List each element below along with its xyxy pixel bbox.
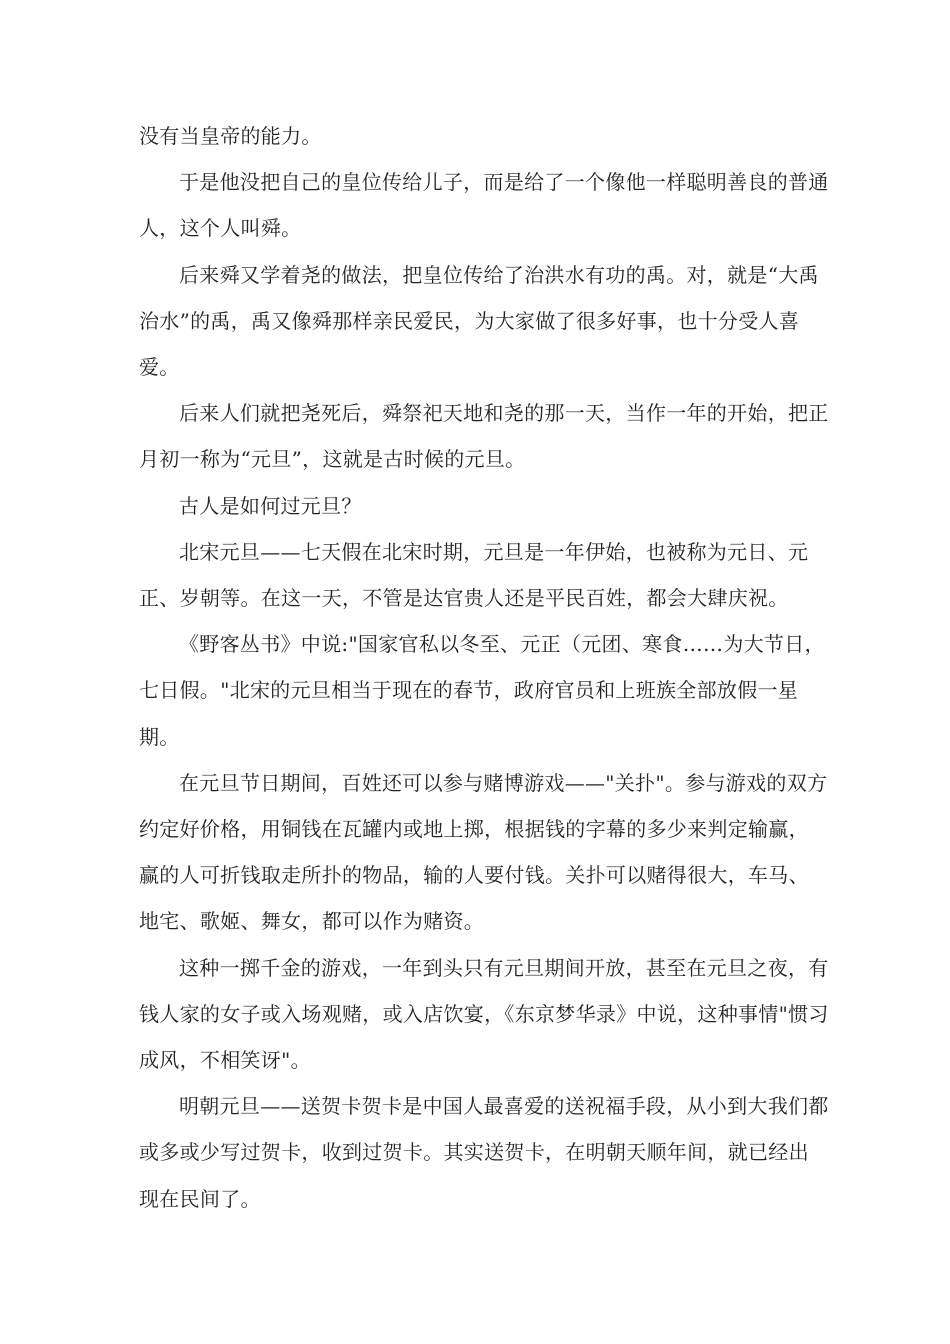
- paragraph-4: 后来人们就把尧死后，舜祭祀天地和尧的那一天，当作一年的开始，把正月初一称为“元旦”，这就是古时候的元旦。: [139, 401, 829, 472]
- paragraph-3: 后来舜又学着尧的做法，把皇位传给了治洪水有功的禹。对，就是“大禹治水”的禹，禹又像舜那样亲民爱民，为大家做了很多好事，也十分受人喜爱。: [139, 262, 819, 380]
- paragraph-5-heading: 古人是如何过元旦？: [179, 493, 362, 518]
- paragraph-1: 没有当皇帝的能力。: [139, 124, 322, 148]
- document-body: [139, 113, 829, 1222]
- paragraph-9: 这种一掷千金的游戏，一年到头只有元旦期间开放，甚至在元旦之夜，有钱人家的女子或入场观赌，或入店饮宴，《东京梦华录》中说，这种事情"惯习成风，不相笑讶"。: [139, 955, 829, 1073]
- paragraph-7: 《野客丛书》中说:"国家官私以冬至、元正（元团、寒食……为大节日，七日假。"北宋的元旦相当于现在的春节，政府官员和上班族全部放假一星期。: [139, 632, 825, 749]
- paragraph-2: 于是他没把自己的皇位传给儿子，而是给了一个像他一样聪明善良的普通人，这个人叫舜。: [139, 170, 829, 241]
- paragraph-6: 北宋元旦——七天假在北宋时期，元旦是一年伊始，也被称为元日、元正、岁朝等。在这一天，不管是达官贵人还是平民百姓，都会大肆庆祝。: [139, 539, 809, 611]
- paragraph-8: 在元旦节日期间，百姓还可以参与赌博游戏——"关扑"。参与游戏的双方约定好价格，用铜钱在瓦罐内或地上掷，根据钱的字幕的多少来判定输赢，赢的人可折钱取走所扑的物品，输的人要付钱。关扑可以赌得很大，车马、地宅、歌姬、舞女，都可以作为赌资。: [139, 770, 828, 934]
- paragraph-10: 明朝元旦——送贺卡贺卡是中国人最喜爱的送祝福手段，从小到大我们都或多或少写过贺卡，收到过贺卡。其实送贺卡，在明朝天顺年间，就已经出现在民间了。: [139, 1094, 829, 1211]
